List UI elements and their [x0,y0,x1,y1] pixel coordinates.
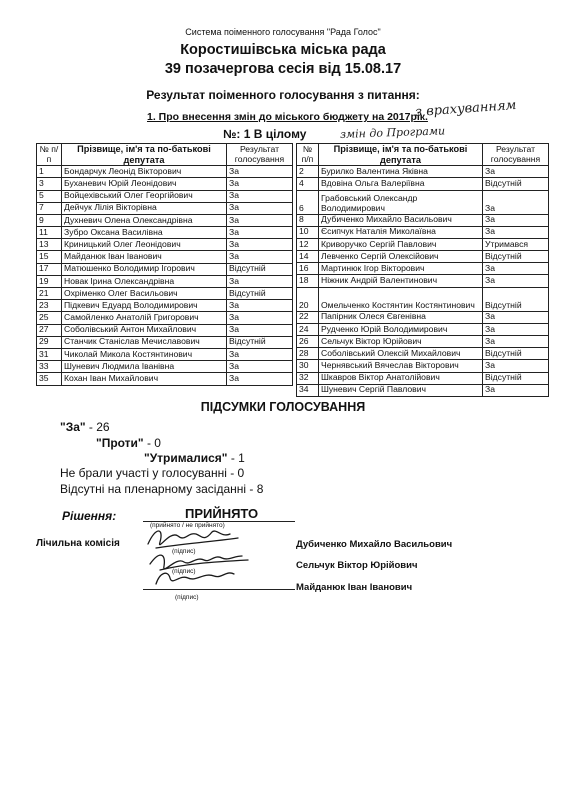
table-row [37,239,293,251]
row-number: 24 [297,323,319,335]
table-row [297,384,549,396]
col-header-num: № п/п [297,144,319,166]
vote-result: Відсутній [483,372,549,384]
vote-result: За [483,336,549,348]
system-name: Система поіменного голосування "Рада Голос" [185,27,381,37]
deputy-name: Левченко Сергій Олексійович [319,251,483,263]
col-header-num: № п/п [37,144,62,166]
commission-member-3: Майданюк Іван Іванович [296,582,413,593]
vote-result: Відсутній [227,288,293,300]
signature-1 [148,531,238,548]
table-row [37,275,293,287]
deputy-name: Криницький Олег Леонідович [62,239,227,251]
vote-result: За [483,360,549,372]
deputy-name: Матюшенко Володимир Ігорович [62,263,227,275]
row-number: 23 [37,300,62,312]
summary-utrym-label: "Утрималися" [144,451,228,465]
table-row [37,178,293,190]
table-row [297,287,549,311]
deputy-name: Соболівський Олексій Михайлович [319,348,483,360]
row-number: 6 [297,190,319,214]
deputy-name: Мартинюк Ігор Вікторович [319,263,483,275]
deputy-name: Вдовіна Ольга Валеріївна [319,178,483,190]
row-number: 30 [297,360,319,372]
summary-absent: Відсутні на пленарному засіданні - 8 [60,482,264,496]
row-number: 32 [297,372,319,384]
deputy-name: Єсипчук Наталія Миколаївна [319,226,483,238]
vote-result: Відсутній [227,263,293,275]
summary-proty-label: "Проти" [96,436,144,450]
col-header-result: Результат голосування [483,144,549,166]
deputy-name: Омельченко Костянтин Костянтинович [319,287,483,311]
row-number: 29 [37,336,62,348]
vote-result: Утримався [483,238,549,250]
handwritten-note-program: змін до Програми [339,124,446,141]
vote-result: За [483,311,549,323]
vote-table-right-body [297,166,549,397]
deputy-name: Буханевич Юрій Леонідович [62,178,227,190]
table-row [297,166,549,178]
decision-value: ПРИЙНЯТО [185,506,259,521]
vote-result: За [483,214,549,226]
row-number: 3 [37,178,62,190]
handwritten-signatures [130,520,270,595]
row-number: 11 [37,227,62,239]
row-number: 8 [297,214,319,226]
vote-result: За [227,227,293,239]
summary-utrym-value: - 1 [227,451,245,465]
deputy-name: Чернявський Вячеслав Вікторович [319,360,483,372]
vote-result: За [483,166,549,178]
result-title: Результат поіменного голосування з питання: [146,88,420,102]
deputy-name: Папірник Олеся Євгенівна [319,311,483,323]
deputy-name: Дейчук Лілія Вікторівна [62,202,227,214]
deputy-name: Шуневич Людмила Іванівна [62,361,227,373]
row-number: 10 [297,226,319,238]
vote-result: Відсутній [483,287,549,311]
table-row [37,373,293,385]
col-header-name: Прізвище, ім'я та по-батькові депутата [319,144,483,166]
vote-result: За [483,384,549,396]
summary-proty-value: - 0 [143,436,161,450]
deputy-name: Сельчук Віктор Юрійович [319,336,483,348]
deputy-name: Бондарчук Леонід Вікторович [62,166,227,178]
vote-result: За [227,251,293,263]
table-row [297,360,549,372]
vote-result: Відсутній [227,336,293,348]
signature-caption: (підпис) [172,548,196,555]
col-header-result: Результат голосування [227,144,293,166]
table-row [37,312,293,324]
table-row [37,214,293,226]
row-number: 12 [297,238,319,250]
deputy-name: Криворучко Сергій Павлович [319,238,483,250]
decision-label: Рішення: [62,509,117,523]
row-number: 33 [37,361,62,373]
vote-result: За [227,300,293,312]
row-number: 21 [37,288,62,300]
vote-result: За [227,166,293,178]
table-row [37,166,293,178]
table-row [297,372,549,384]
col-header-name: Прізвище, ім'я та по-батькові депутата [62,144,227,166]
row-number: 34 [297,384,319,396]
row-number: 13 [37,239,62,251]
table-row [297,323,549,335]
vote-result: Відсутній [483,251,549,263]
summary-utrym [144,451,245,465]
row-number: 17 [37,263,62,275]
row-number: 2 [297,166,319,178]
vote-result: За [483,275,549,287]
table-row [297,311,549,323]
signature-caption: (підпис) [172,568,196,575]
table-row [37,190,293,202]
row-number: 18 [297,275,319,287]
deputy-name: Соболівський Антон Михайлович [62,324,227,336]
row-number: 5 [37,190,62,202]
table-row [37,251,293,263]
row-number: 28 [297,348,319,360]
vote-result: Відсутній [483,178,549,190]
signature-2 [150,555,248,570]
vote-result: За [227,275,293,287]
vote-result: За [483,226,549,238]
deputy-name: Дубиченко Михайло Васильович [319,214,483,226]
deputy-name: Войцехівський Олег Георгійович [62,190,227,202]
deputy-name: Грабовський Олександр Володимирович [319,190,483,214]
row-number: 14 [297,251,319,263]
table-row [297,251,549,263]
deputy-name: Бурилко Валентина Яківна [319,166,483,178]
row-number: 15 [37,251,62,263]
deputy-name: Шуневич Сергій Павлович [319,384,483,396]
handwritten-note-suffix: з врахуванням [414,97,517,120]
row-number: 1 [37,166,62,178]
table-row [37,324,293,336]
deputy-name: Ніжник Андрій Валентинович [319,275,483,287]
row-number: 4 [297,178,319,190]
deputy-name: Майданюк Іван Іванович [62,251,227,263]
vote-result: За [227,324,293,336]
table-row [297,263,549,275]
summary-not-participated: Не брали участі у голосуванні - 0 [60,466,245,480]
vote-result: За [227,348,293,360]
table-row [297,226,549,238]
row-number: 25 [37,312,62,324]
question-text: 1. Про внесення змін до міського бюджету на 2017рік. [147,111,428,123]
summary-za-value: - 26 [85,420,110,434]
deputy-name: Шкавров Віктор Анатолійович [319,372,483,384]
table-row [37,348,293,360]
council-title: Коростишівська міська рада [180,42,386,58]
deputy-name: Зубро Оксана Василівна [62,227,227,239]
summary-za [60,420,110,434]
row-number: 22 [297,311,319,323]
commission-member-1: Дубиченко Михайло Васильович [296,539,453,550]
deputy-name: Духневич Олена Олександрівна [62,214,227,226]
table-row [297,214,549,226]
row-number: 27 [37,324,62,336]
table-row [37,288,293,300]
table-row [37,300,293,312]
vote-result: За [227,312,293,324]
vote-result: За [227,202,293,214]
table-row [37,227,293,239]
deputy-name: Новак Ірина Олександрівна [62,275,227,287]
vote-result: За [483,323,549,335]
vote-result: Відсутній [483,348,549,360]
table-row [297,275,549,287]
row-number: 20 [297,287,319,311]
vote-result: За [483,263,549,275]
deputy-name: Чиколай Микола Костянтинович [62,348,227,360]
table-row [37,336,293,348]
vote-number: №: 1 В цілому [223,127,307,141]
row-number: 16 [297,263,319,275]
table-row [297,238,549,250]
row-number: 9 [37,214,62,226]
session-title: 39 позачергова сесія від 15.08.17 [164,61,402,77]
vote-result: За [227,178,293,190]
vote-result: За [227,373,293,385]
summary-title: ПІДСУМКИ ГОЛОСУВАННЯ [200,400,366,414]
deputy-name: Охріменко Олег Васильович [62,288,227,300]
table-row [37,263,293,275]
vote-result: За [483,190,549,214]
deputy-name: Кохан Іван Михайлович [62,373,227,385]
summary-za-label: "За" [60,420,86,434]
vote-result: За [227,214,293,226]
row-number: 26 [297,336,319,348]
signature-caption: (підпис) [175,594,199,601]
commission-label: Лічильна комісія [36,538,120,549]
signature-3 [156,573,234,584]
vote-result: За [227,239,293,251]
deputy-name: Самойленко Анатолій Григорович [62,312,227,324]
vote-result: За [227,190,293,202]
table-row [37,202,293,214]
table-row [297,348,549,360]
row-number: 35 [37,373,62,385]
row-number: 31 [37,348,62,360]
deputy-name: Рудченко Юрій Володимирович [319,323,483,335]
row-number: 7 [37,202,62,214]
table-row [297,336,549,348]
vote-table-right [296,143,549,397]
deputy-name: Підкевич Едуард Володимирович [62,300,227,312]
commission-member-2: Сельчук Віктор Юрійович [296,560,418,571]
vote-table-left-body [37,166,293,385]
row-number: 19 [37,275,62,287]
table-row [297,190,549,214]
vote-result: За [227,361,293,373]
table-row [297,178,549,190]
vote-table-left [36,143,293,386]
decision-caption: (прийнято / не прийнято) [150,522,225,529]
table-row [37,361,293,373]
deputy-name: Станчик Станіслав Мечиславович [62,336,227,348]
summary-proty [96,436,161,450]
